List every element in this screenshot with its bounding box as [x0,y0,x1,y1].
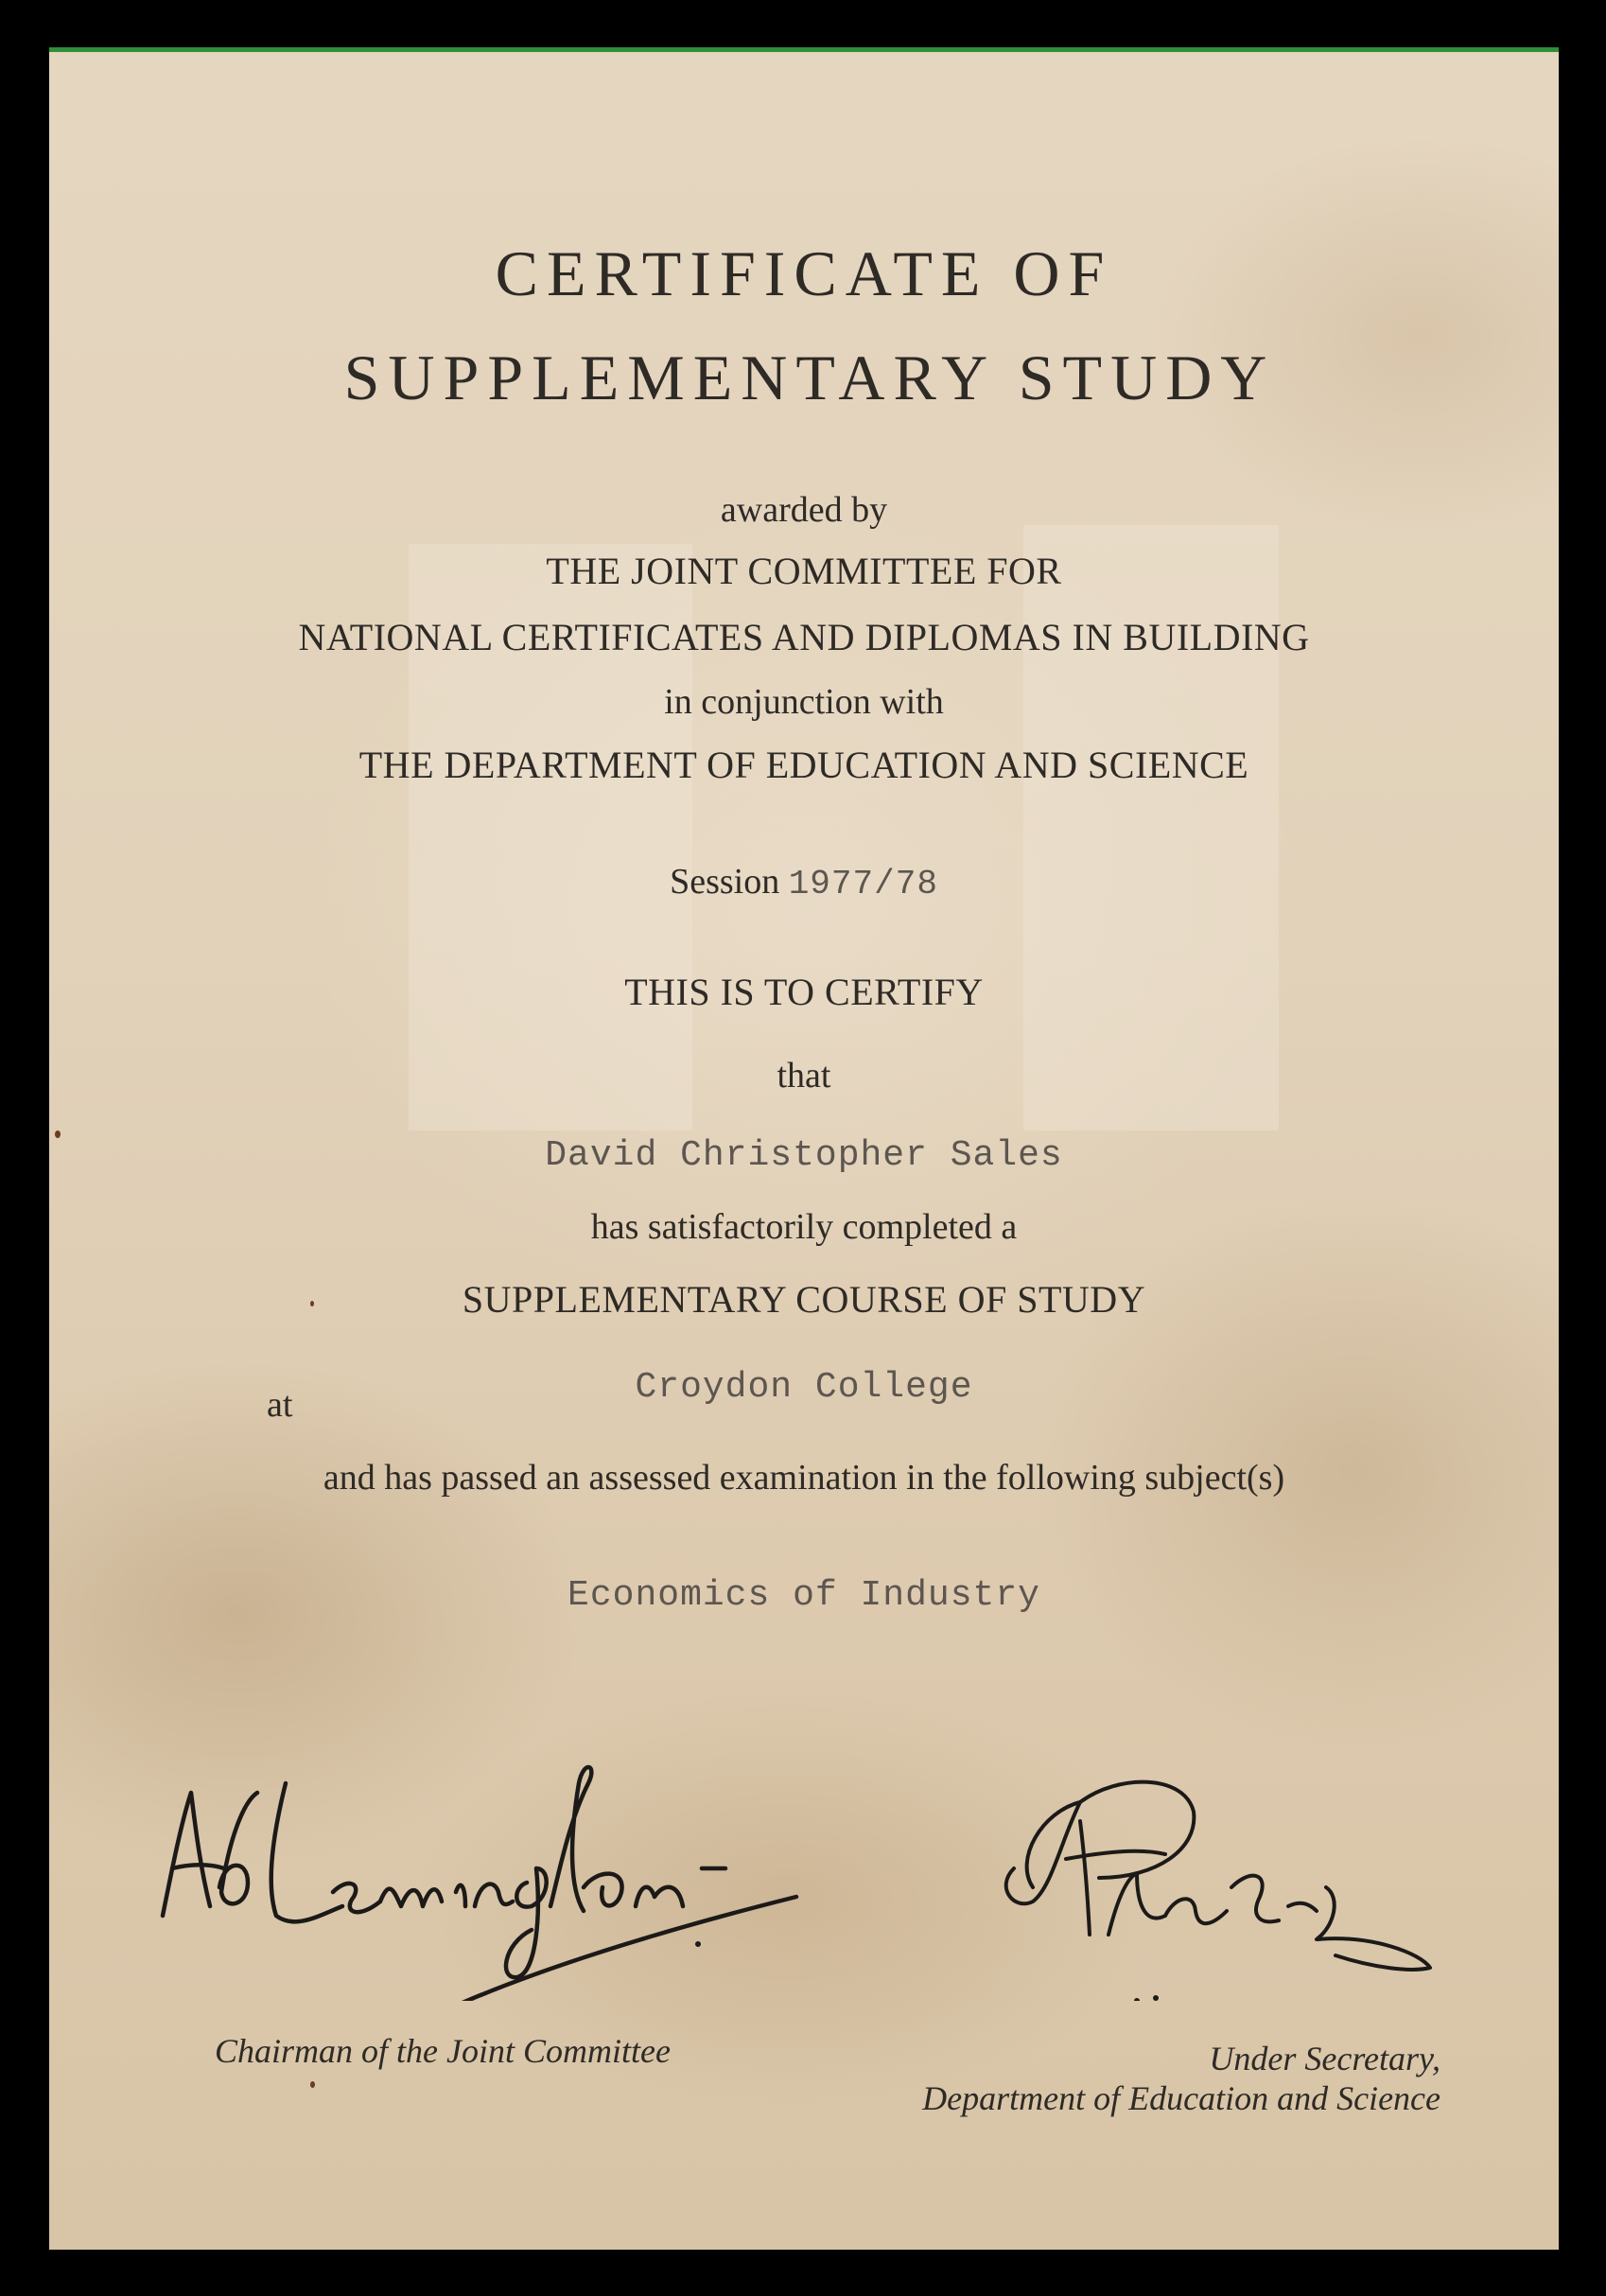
that-text: that [777,1056,831,1095]
college-name: Croydon College [635,1367,973,1408]
session-label: Session [670,862,780,902]
chairman-signature [153,1726,834,2001]
session-value: 1977/78 [788,865,938,903]
committee-line-1: THE JOINT COMMITTEE FOR [546,550,1062,592]
recipient-name: David Christopher Sales [545,1135,1063,1176]
under-secretary-caption-1: Under Secretary, [1209,2040,1440,2077]
subject-name: Economics of Industry [567,1575,1040,1616]
certify-heading: THIS IS TO CERTIFY [624,971,984,1013]
department-line: THE DEPARTMENT OF EDUCATION AND SCIENCE [358,744,1249,786]
chairman-caption: Chairman of the Joint Committee [215,2032,671,2070]
under-secretary-signature [976,1736,1468,2001]
awarded-by-text: awarded by [720,490,888,530]
certificate-paper [49,52,1559,2250]
at-label: at [267,1385,293,1425]
completed-text: has satisfactorily completed a [590,1207,1018,1247]
session-line [49,861,1559,903]
title-line-1: CERTIFICATE OF [495,237,1113,309]
committee-line-2: NATIONAL CERTIFICATES AND DIPLOMAS IN BUILDING [298,616,1310,658]
course-name: SUPPLEMENTARY COURSE OF STUDY [462,1278,1146,1321]
conjunction-text: in conjunction with [664,682,944,722]
passed-text: and has passed an assessed examination in the following subject(s) [323,1458,1285,1498]
title-line-2: SUPPLEMENTARY STUDY [343,342,1276,413]
under-secretary-caption-2: Department of Education and Science [922,2079,1440,2117]
paper-speck [310,2081,315,2088]
